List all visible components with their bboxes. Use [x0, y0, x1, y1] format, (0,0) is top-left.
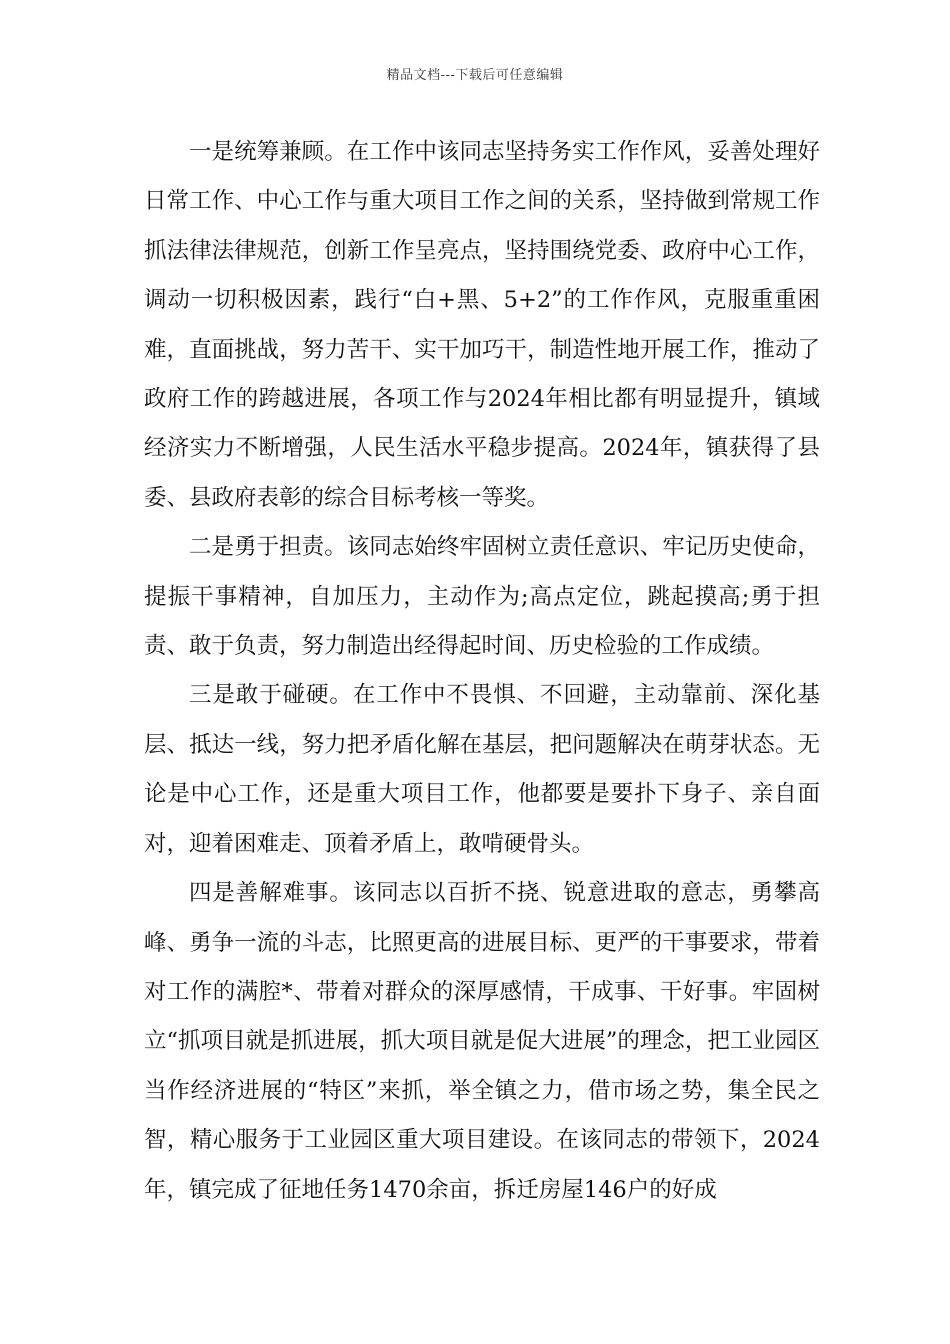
- document-body: [144, 128, 820, 1215]
- paragraph-4: 四是善解难事。该同志以百折不挠、锐意进取的意志，勇攀高峰、勇争一流的斗志，比照更高的进展目标、更严的干事要求，带着对工作的满腔*、带着对群众的深厚感情，干成事、干好事。牢固树立“抓项目就是抓进展，抓大项目就是促大进展”的理念，把工业园区当作经济进展的“特区”来抓，举全镇之力，借市场之势，集全民之智，精心服务于工业园区重大项目建设。在该同志的带领下，2024年，镇完成了征地任务1470余亩，拆迁房屋146户的好成: [144, 880, 820, 1203]
- paragraph-1: 一是统筹兼顾。在工作中该同志坚持务实工作作风，妥善处理好日常工作、中心工作与重大项目工作之间的关系，坚持做到常规工作抓法律法律规范，创新工作呈亮点，坚持围绕党委、政府中心工作，调动一切积极因素，践行“白+黑、5+2”的工作作风，克服重重困难，直面挑战，努力苦干、实干加巧干，制造性地开展工作，推动了政府工作的跨越进展，各项工作与2024年相比都有明显提升，镇域经济实力不断增强，人民生活水平稳步提高。2024年，镇获得了县委、县政府表彰的综合目标考核一等奖。: [144, 139, 820, 511]
- paragraph-3: 三是敢于碰硬。在工作中不畏惧、不回避，主动靠前、深化基层、抵达一线，努力把矛盾化解在基层，把问题解决在萌芽状态。无论是中心工作，还是重大项目工作，他都要是要扑下身子、亲自面对，迎着困难走、顶着矛盾上，敢啃硬骨头。: [144, 682, 820, 857]
- paragraph-2: 二是勇于担责。该同志始终牢固树立责任意识、牢记历史使命，提振干事精神，自加压力，主动作为;高点定位，跳起摸高;勇于担责、敢于负责，努力制造出经得起时间、历史检验的工作成绩。: [144, 534, 820, 660]
- page-header: 精品文档---下载后可任意编辑: [386, 68, 564, 83]
